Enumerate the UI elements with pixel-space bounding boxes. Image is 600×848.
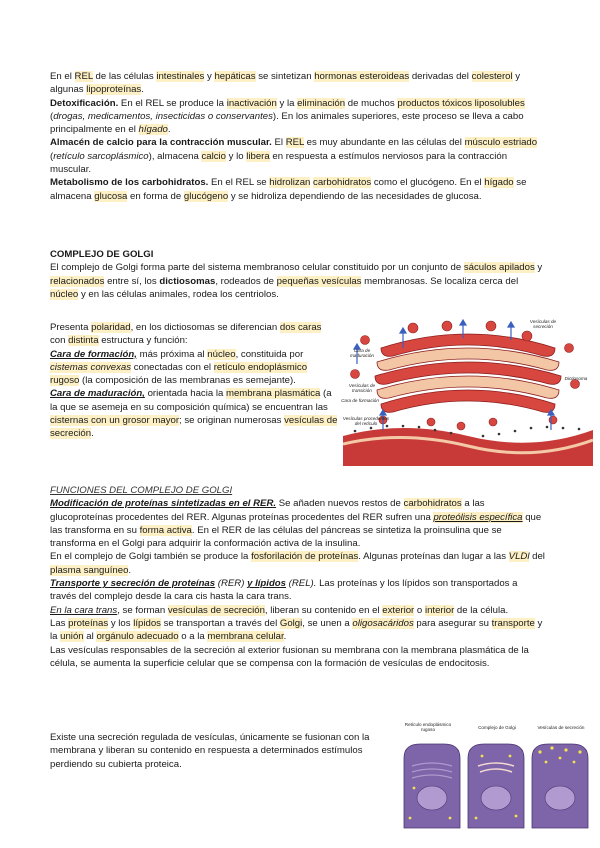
label-rer: RER (574, 418, 584, 423)
paragraph-endocytosis: Las vesículas responsables de la secreción al exterior fusionan su membrana con la membrana plasmática de la célula, se aumenta la superficie celular que se compensa con la formación de vesículas de endocitosis. (50, 644, 529, 669)
paragraph-rel-hormones: En el REL de las células intestinales y hepáticas se sintetizan hormonas esteroideas derivadas del colesterol y algunas lipoproteínas. (50, 71, 521, 96)
paragraph-formation-face: Cara de formación, más próxima al núcleo, constituida por cistemas convexas conectadas con el retículo endoplásmico rugoso (la composición de las membranas es semejante). (50, 348, 308, 387)
paragraph-regulated-secretion: Existe una secreción regulada de vesículas, únicamente se fusionan con la membrana y liberan su contenido en respuesta a determinados estímulos perdiendo su cubierta proteica. (50, 732, 370, 770)
functions-section (50, 484, 546, 670)
paragraph-calcium-storage: Almacén de calcio para la contracción muscular. El REL es muy abundante en las células del músculo estriado (retículo sarcoplásmico), almacena calcio y lo libera en respuesta a estímulos nerviosos para la contracción muscular. (50, 137, 538, 176)
cell-panel-3 (532, 744, 588, 828)
paragraph-polarity: Presenta polaridad, en los dictiosomas se diferencian dos caras con distinta estructura y función: (50, 322, 322, 347)
label-transition-vesicles: Vesículas de transición (348, 383, 376, 394)
label-cell-rer: Retículo endoplásmico rugoso (404, 722, 452, 733)
paragraph-detoxification: Detoxificación. En el REL se produce la inactivación y la eliminación de muchos productos tóxicos liposolubles (drogas, medicamentos, insecticidas o conservantes). En los animales superiores, este proceso se lleva a cabo principalmente en el hígado. (50, 97, 525, 136)
cell-panel-2 (468, 744, 524, 828)
label-secretion-vesicles: Vesículas de secreción (529, 319, 557, 330)
label-cell-vesicles: Vesículas de secreción (537, 725, 585, 730)
label-reticulum-vesicles: Vesículas procedentes del retículo (342, 416, 390, 427)
golgi-section (50, 248, 546, 301)
paragraph-trans-face: En la cara trans, se forman vesículas de secreción, liberan su contenido en el exterior o interior de la célula. (50, 604, 509, 616)
paragraph-transport-secretion: Transporte y secreción de proteínas (RER) y lípidos (REL). Las proteínas y los lípidos son transportados a través del complejo desde la cara cis hasta la cara trans. (50, 578, 518, 603)
label-formation-face: Cara de formación (341, 398, 379, 403)
label-maturation-face: Cara de maduración (349, 348, 374, 359)
regulated-secretion-section (50, 731, 398, 771)
paragraph-maturation-face: Cara de maduración, orientada hacia la membrana plasmática (a la que se asemeja en su composición química) se encuentran las cisternas con un grosor mayor; se originan numerosas vesículas de secreción. (50, 388, 338, 440)
paragraph-golgi-intro: El complejo de Golgi forma parte del sistema membranoso celular constituido por un conjunto de sáculos apilados y relacionados entre sí, los dictiosomas, rodeados de pequeñas vesículas membranosas. Se localiza cerca del núcleo y en las células animales, rodea los centriolos. (50, 262, 543, 300)
cell-panel-1 (404, 744, 460, 828)
paragraph-carbohydrate-metabolism: Metabolismo de los carbohidratos. En el REL se hidrolizan carbohidratos como el glucógeno. En el hígado se almacena glucosa en forma de glucógeno y se hidroliza dependiendo de las necesidades de glucosa. (50, 177, 527, 202)
label-cell-golgi: Complejo de Golgi (478, 725, 516, 730)
functions-heading: FUNCIONES DEL COMPLEJO DE GOLGI (50, 485, 233, 496)
polarity-section (50, 321, 338, 441)
paragraph-protein-modification: Modificación de proteínas sintetizadas en el RER. Se añaden nuevos restos de carbohidratos a las glucoproteínas procedentes del RER. Algunas proteínas procedentes del RER sufren una proteólisis específica que las transforma en su forma activa. En el RER de las células del páncreas se sintetiza la proinsulina que se transforma en el Golgi para adquirir la conformación activa de la insulina. (50, 498, 542, 550)
rel-section (50, 70, 546, 203)
paragraph-oligosaccharides: Las proteínas y los lípidos se transportan a través del Golgi, se unen a oligosacáridos para asegurar su transporte y la unión al orgánulo adecuado o a la membrana celular. (50, 617, 543, 643)
golgi-title: COMPLEJO DE GOLGI (50, 249, 154, 260)
label-dictyosome: Dictiosoma (564, 376, 588, 381)
paragraph-phosphorylation: En el complejo de Golgi también se produce la fosforilación de proteínas. Algunas proteínas dan lugar a las VLDl del plasma sanguíneo. (50, 551, 545, 576)
secretion-cells-figure (400, 722, 592, 834)
